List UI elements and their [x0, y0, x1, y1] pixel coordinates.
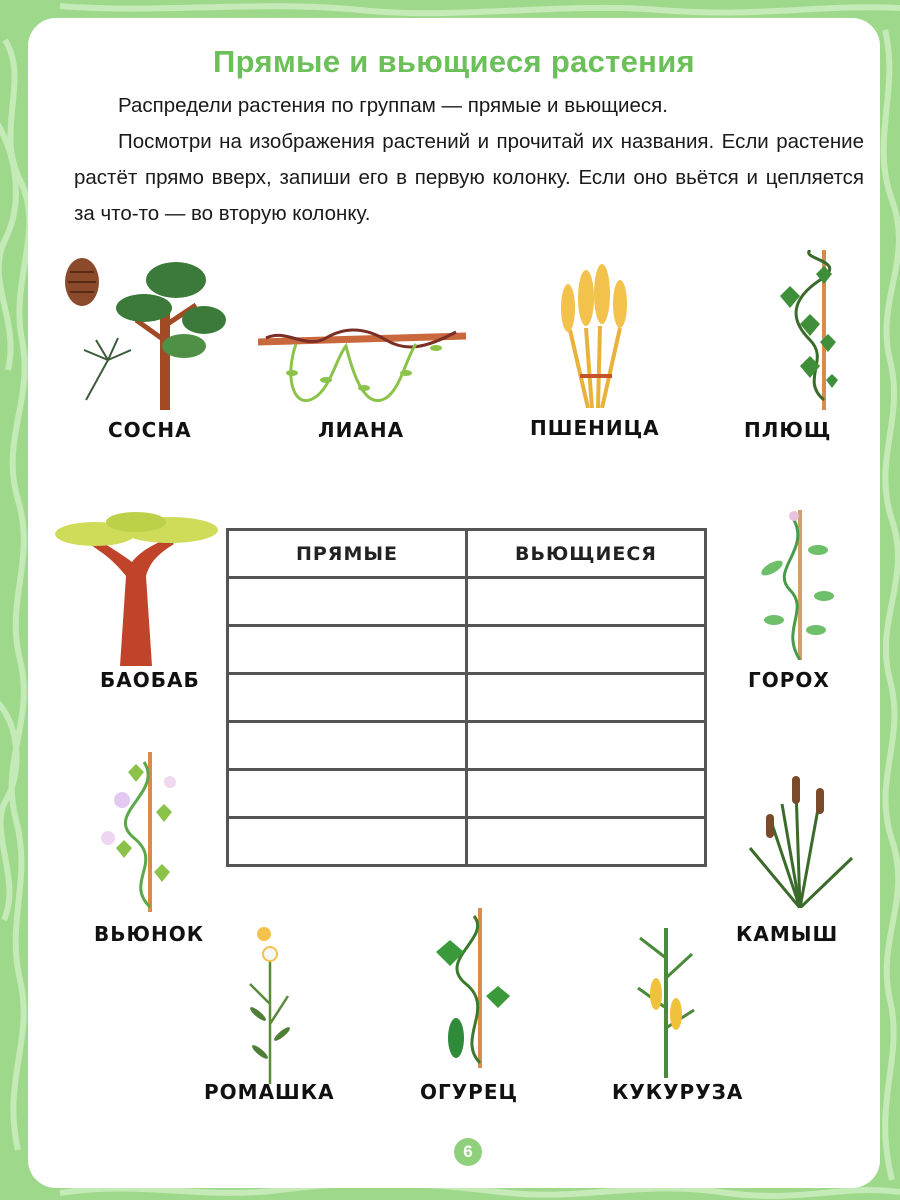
instructions	[74, 88, 864, 232]
instruction-line-2: Посмотри на изображения растений и прочитай их названия. Если растение растёт прямо вверх, запиши его в первую колонку. Если оно вьётся и цепляется за что-то — во вторую колонку.	[74, 130, 864, 225]
reed-illustration	[740, 758, 860, 908]
table-row	[228, 722, 706, 770]
plant-label-reed: КАМЫШ	[736, 922, 839, 946]
plant-label-liana: ЛИАНА	[318, 418, 405, 442]
table-row	[228, 770, 706, 818]
plant-label-bindweed: ВЬЮНОК	[94, 922, 205, 946]
table-row	[228, 674, 706, 722]
page-number: 6	[454, 1138, 482, 1166]
wheat-illustration	[550, 258, 640, 408]
header-straight: ПРЯМЫЕ	[228, 530, 467, 578]
cucumber-illustration	[426, 908, 516, 1068]
worksheet-page	[28, 18, 880, 1188]
plant-label-pine: СОСНА	[108, 418, 192, 442]
sorting-table	[226, 528, 707, 867]
answer-cell-climbing[interactable]	[467, 578, 706, 626]
answer-cell-straight[interactable]	[228, 578, 467, 626]
ivy-illustration	[760, 250, 840, 410]
table-header-row	[228, 530, 706, 578]
answer-cell-straight[interactable]	[228, 722, 467, 770]
answer-cell-climbing[interactable]	[467, 674, 706, 722]
plant-label-ivy: ПЛЮЩ	[744, 418, 832, 442]
instruction-line-1: Распредели растения по группам — прямые и вьющиеся.	[118, 94, 668, 117]
table-row	[228, 818, 706, 866]
plant-label-chamomile: РОМАШКА	[204, 1080, 335, 1104]
answer-cell-straight[interactable]	[228, 674, 467, 722]
baobab-illustration	[50, 496, 220, 666]
answer-cell-climbing[interactable]	[467, 626, 706, 674]
plant-label-peas: ГОРОХ	[748, 668, 830, 692]
answer-cell-straight[interactable]	[228, 818, 467, 866]
chamomile-illustration	[230, 924, 310, 1084]
plant-label-baobab: БАОБАБ	[100, 668, 200, 692]
peas-illustration	[750, 510, 840, 660]
liana-illustration	[256, 318, 468, 413]
answer-cell-straight[interactable]	[228, 626, 467, 674]
table-row	[228, 626, 706, 674]
plant-label-wheat: ПШЕНИЦА	[530, 416, 660, 440]
answer-cell-climbing[interactable]	[467, 770, 706, 818]
answer-cell-climbing[interactable]	[467, 818, 706, 866]
plant-label-cucumber: ОГУРЕЦ	[420, 1080, 519, 1104]
pine-illustration	[56, 250, 226, 410]
plant-label-corn: КУКУРУЗА	[612, 1080, 744, 1104]
table-row	[228, 578, 706, 626]
corn-illustration	[630, 918, 700, 1078]
page-title: Прямые и вьющиеся растения	[213, 44, 695, 79]
header-climbing: ВЬЮЩИЕСЯ	[467, 530, 706, 578]
answer-cell-straight[interactable]	[228, 770, 467, 818]
answer-cell-climbing[interactable]	[467, 722, 706, 770]
bindweed-illustration	[94, 752, 184, 912]
